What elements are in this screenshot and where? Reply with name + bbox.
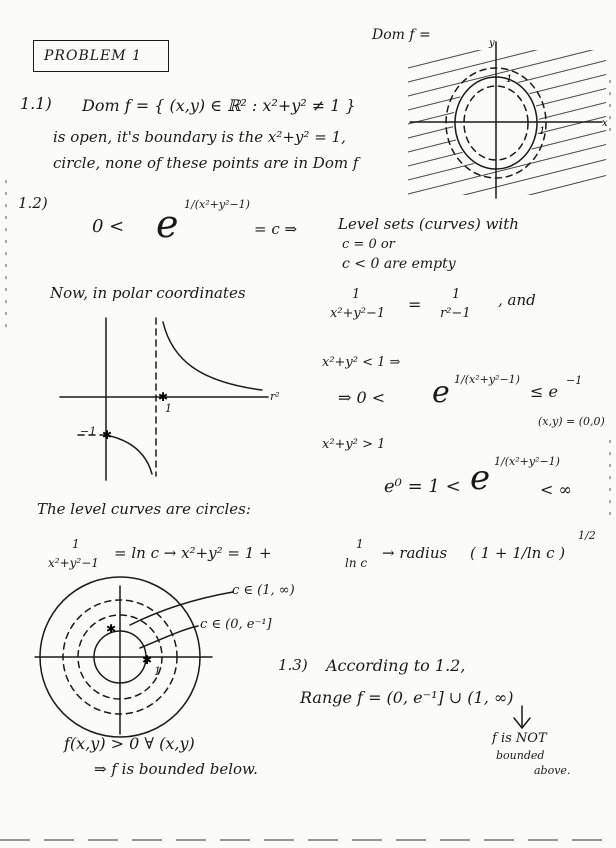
level-equation: = ln c → x²+y² = 1 + — [114, 544, 272, 562]
not-bounded-line1: f is NOT — [492, 731, 547, 746]
svg-text:✱: ✱ — [106, 622, 117, 636]
level-set-exp-power: 1/(x²+y²−1) — [184, 198, 250, 211]
svg-text:✱: ✱ — [142, 653, 153, 667]
graph-axis-label: r² — [270, 390, 280, 403]
svg-text:y: y — [489, 38, 495, 49]
polar-frac-equals: = — [408, 295, 422, 314]
polar-frac1-num: 1 — [352, 287, 361, 302]
polar-frac1-den: x²+y²−1 — [330, 306, 386, 321]
level-set-ineq-left: 0 < — [92, 216, 125, 237]
section-1-1-domain: Dom f = { (x,y) ∈ ℝ² : x²+y² ≠ 1 } — [82, 96, 356, 115]
graph-one-label: 1 — [165, 402, 172, 415]
section-1-1-open: is open, it's boundary is the x²+y² = 1, — [53, 128, 346, 146]
domain-sketch-label: Dom f = — [372, 27, 431, 43]
level-radius-expr: ( 1 + 1/ln c ) — [470, 544, 566, 562]
polar-frac2-num: 1 — [452, 287, 461, 302]
case-inside-bound: ≤ e — [530, 382, 558, 401]
bounded-below-statement: ⇒ f is bounded below. — [94, 760, 258, 778]
case-outside-condition: x²+y² > 1 — [322, 437, 386, 452]
case-outside-exp-power: 1/(x²+y²−1) — [494, 455, 560, 468]
level-label-outer: c ∈ (1, ∞) — [232, 583, 295, 598]
problem-title: PROBLEM 1 — [44, 48, 142, 64]
level-ln-den: ln c — [345, 556, 368, 570]
level-sets-line1: Level sets (curves) with — [338, 215, 519, 233]
svg-text:✱: ✱ — [102, 428, 113, 442]
polar-frac2-den: r²−1 — [440, 306, 471, 321]
case-inside-result: ⇒ 0 < — [338, 388, 386, 407]
case-outside-result: e⁰ = 1 < — [384, 476, 461, 497]
svg-text:x: x — [602, 118, 608, 129]
not-bounded-line3: above. — [534, 764, 571, 777]
level-radius-power: 1/2 — [578, 529, 596, 542]
case-outside-end: < ∞ — [540, 480, 572, 499]
section-1-3-range: Range f = (0, e⁻¹] ∪ (1, ∞) — [300, 688, 514, 707]
section-1-1-circle: circle, none of these points are in Dom f — [53, 154, 359, 172]
level-frac-num: 1 — [72, 537, 80, 551]
level-label-inner: c ∈ (0, e⁻¹] — [200, 617, 272, 632]
case-inside-exp-base: e — [432, 375, 450, 410]
section-1-3-line1: According to 1.2, — [326, 656, 466, 675]
case-outside-exp-base: e — [470, 458, 491, 498]
svg-text:1: 1 — [539, 126, 546, 137]
case-inside-note: (x,y) = (0,0) — [538, 415, 605, 428]
case-inside-exp-power: 1/(x²+y²−1) — [454, 373, 520, 386]
svg-text:✱: ✱ — [158, 390, 169, 404]
section-1-1-number: 1.1) — [20, 94, 52, 113]
level-frac-den: x²+y²−1 — [48, 556, 99, 570]
polar-coordinates-text: Now, in polar coordinates — [50, 284, 246, 302]
level-sets-line3: c < 0 are empty — [342, 256, 456, 272]
level-set-equals-c: = c ⇒ — [254, 220, 298, 238]
level-circle-one-label: 1 — [154, 665, 161, 678]
section-1-2-number: 1.2) — [18, 194, 48, 212]
polar-and-text: , and — [498, 291, 536, 309]
level-sets-line2: c = 0 or — [342, 237, 395, 252]
level-set-exp-base: e — [156, 202, 179, 246]
positivity-statement: f(x,y) > 0 ∀ (x,y) — [64, 734, 195, 753]
case-inside-condition: x²+y² < 1 ⇒ — [322, 355, 401, 370]
level-ln-num: 1 — [356, 537, 364, 551]
level-curves-heading: The level curves are circles: — [37, 500, 251, 518]
not-bounded-line2: bounded — [496, 749, 545, 762]
graph-minus-one-label: −1 — [80, 425, 97, 438]
section-1-3-number: 1.3) — [278, 656, 308, 674]
svg-text:1: 1 — [506, 74, 513, 85]
level-radius-text: → radius — [382, 544, 448, 562]
case-inside-bound-power: −1 — [566, 374, 583, 387]
